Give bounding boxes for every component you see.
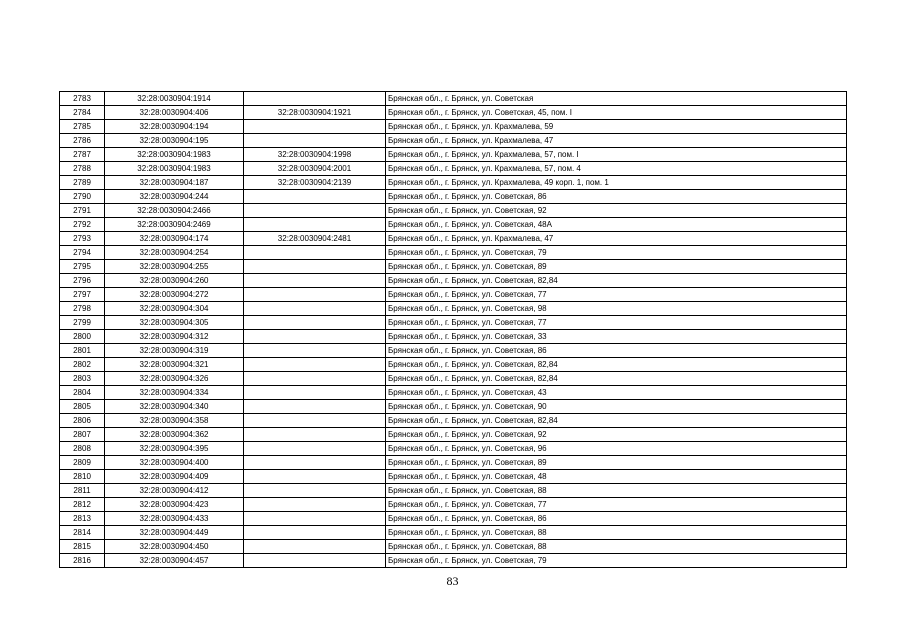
table-row	[60, 498, 847, 512]
linked-cadastral-number-cell	[244, 456, 386, 470]
row-number-cell: 2789	[60, 176, 105, 190]
table-row	[60, 344, 847, 358]
table-row	[60, 162, 847, 176]
cadastral-number-cell: 32:28:0030904:326	[105, 372, 244, 386]
row-number-cell: 2814	[60, 526, 105, 540]
table-row	[60, 246, 847, 260]
address-cell: Брянская обл., г. Брянск, ул. Советская	[386, 92, 847, 106]
cadastral-number-cell: 32:28:0030904:457	[105, 554, 244, 568]
row-number-cell: 2792	[60, 218, 105, 232]
address-cell: Брянская обл., г. Брянск, ул. Советская, 89	[386, 456, 847, 470]
table-row	[60, 218, 847, 232]
row-number-cell: 2801	[60, 344, 105, 358]
address-cell: Брянская обл., г. Брянск, ул. Советская, 43	[386, 386, 847, 400]
address-cell: Брянская обл., г. Брянск, ул. Советская, 92	[386, 204, 847, 218]
row-number-cell: 2795	[60, 260, 105, 274]
cadastral-number-cell: 32:28:0030904:1983	[105, 148, 244, 162]
table-row	[60, 288, 847, 302]
row-number-cell: 2784	[60, 106, 105, 120]
table-row	[60, 190, 847, 204]
cadastral-number-cell: 32:28:0030904:194	[105, 120, 244, 134]
address-cell: Брянская обл., г. Брянск, ул. Крахмалева, 47	[386, 232, 847, 246]
cadastral-number-cell: 32:28:0030904:319	[105, 344, 244, 358]
cadastral-number-cell: 32:28:0030904:321	[105, 358, 244, 372]
linked-cadastral-number-cell	[244, 512, 386, 526]
linked-cadastral-number-cell	[244, 274, 386, 288]
address-cell: Брянская обл., г. Брянск, ул. Советская, 48А	[386, 218, 847, 232]
cadastral-number-cell: 32:28:0030904:409	[105, 470, 244, 484]
address-cell: Брянская обл., г. Брянск, ул. Советская, 92	[386, 428, 847, 442]
cadastral-number-cell: 32:28:0030904:406	[105, 106, 244, 120]
table-row	[60, 302, 847, 316]
table-row	[60, 92, 847, 106]
cadastral-number-cell: 32:28:0030904:1983	[105, 162, 244, 176]
cadastral-number-cell: 32:28:0030904:187	[105, 176, 244, 190]
table-row	[60, 470, 847, 484]
row-number-cell: 2798	[60, 302, 105, 316]
register-body	[60, 92, 847, 568]
address-cell: Брянская обл., г. Брянск, ул. Советская, 79	[386, 554, 847, 568]
table-row	[60, 386, 847, 400]
linked-cadastral-number-cell	[244, 190, 386, 204]
table-row	[60, 330, 847, 344]
row-number-cell: 2810	[60, 470, 105, 484]
cadastral-number-cell: 32:28:0030904:358	[105, 414, 244, 428]
row-number-cell: 2813	[60, 512, 105, 526]
row-number-cell: 2806	[60, 414, 105, 428]
cadastral-number-cell: 32:28:0030904:254	[105, 246, 244, 260]
cadastral-number-cell: 32:28:0030904:450	[105, 540, 244, 554]
table-row	[60, 106, 847, 120]
cadastral-number-cell: 32:28:0030904:449	[105, 526, 244, 540]
address-cell: Брянская обл., г. Брянск, ул. Советская, 33	[386, 330, 847, 344]
cadastral-number-cell: 32:28:0030904:362	[105, 428, 244, 442]
table-row	[60, 526, 847, 540]
cadastral-number-cell: 32:28:0030904:244	[105, 190, 244, 204]
cadastral-number-cell: 32:28:0030904:2466	[105, 204, 244, 218]
address-cell: Брянская обл., г. Брянск, ул. Советская, 82,84	[386, 372, 847, 386]
cadastral-number-cell: 32:28:0030904:174	[105, 232, 244, 246]
linked-cadastral-number-cell	[244, 484, 386, 498]
linked-cadastral-number-cell: 32:28:0030904:2481	[244, 232, 386, 246]
address-cell: Брянская обл., г. Брянск, ул. Крахмалева, 47	[386, 134, 847, 148]
linked-cadastral-number-cell	[244, 288, 386, 302]
address-cell: Брянская обл., г. Брянск, ул. Советская, 88	[386, 526, 847, 540]
row-number-cell: 2815	[60, 540, 105, 554]
linked-cadastral-number-cell	[244, 260, 386, 274]
table-row	[60, 316, 847, 330]
table-row	[60, 204, 847, 218]
table-row	[60, 428, 847, 442]
address-cell: Брянская обл., г. Брянск, ул. Советская, 98	[386, 302, 847, 316]
table-row	[60, 260, 847, 274]
table-row	[60, 232, 847, 246]
row-number-cell: 2811	[60, 484, 105, 498]
address-cell: Брянская обл., г. Брянск, ул. Советская, 77	[386, 498, 847, 512]
cadastral-number-cell: 32:28:0030904:2469	[105, 218, 244, 232]
table-row	[60, 456, 847, 470]
address-cell: Брянская обл., г. Брянск, ул. Советская, 86	[386, 344, 847, 358]
address-cell: Брянская обл., г. Брянск, ул. Крахмалева, 57, пом. 4	[386, 162, 847, 176]
linked-cadastral-number-cell	[244, 246, 386, 260]
row-number-cell: 2803	[60, 372, 105, 386]
cadastral-number-cell: 32:28:0030904:260	[105, 274, 244, 288]
row-number-cell: 2787	[60, 148, 105, 162]
table-row	[60, 540, 847, 554]
linked-cadastral-number-cell	[244, 92, 386, 106]
address-cell: Брянская обл., г. Брянск, ул. Советская, 86	[386, 190, 847, 204]
cadastral-number-cell: 32:28:0030904:1914	[105, 92, 244, 106]
cadastral-register-table	[59, 91, 847, 568]
table-row	[60, 148, 847, 162]
row-number-cell: 2796	[60, 274, 105, 288]
address-cell: Брянская обл., г. Брянск, ул. Советская, 77	[386, 316, 847, 330]
linked-cadastral-number-cell	[244, 414, 386, 428]
table-row	[60, 414, 847, 428]
cadastral-number-cell: 32:28:0030904:412	[105, 484, 244, 498]
linked-cadastral-number-cell	[244, 540, 386, 554]
row-number-cell: 2793	[60, 232, 105, 246]
linked-cadastral-number-cell	[244, 400, 386, 414]
row-number-cell: 2807	[60, 428, 105, 442]
cadastral-number-cell: 32:28:0030904:255	[105, 260, 244, 274]
linked-cadastral-number-cell	[244, 316, 386, 330]
row-number-cell: 2786	[60, 134, 105, 148]
row-number-cell: 2799	[60, 316, 105, 330]
address-cell: Брянская обл., г. Брянск, ул. Советская, 77	[386, 288, 847, 302]
address-cell: Брянская обл., г. Брянск, ул. Советская, 82,84	[386, 358, 847, 372]
address-cell: Брянская обл., г. Брянск, ул. Советская, 82,84	[386, 414, 847, 428]
linked-cadastral-number-cell	[244, 554, 386, 568]
cadastral-number-cell: 32:28:0030904:423	[105, 498, 244, 512]
row-number-cell: 2790	[60, 190, 105, 204]
cadastral-number-cell: 32:28:0030904:395	[105, 442, 244, 456]
address-cell: Брянская обл., г. Брянск, ул. Крахмалева, 49 корп. 1, пом. 1	[386, 176, 847, 190]
address-cell: Брянская обл., г. Брянск, ул. Советская, 79	[386, 246, 847, 260]
row-number-cell: 2805	[60, 400, 105, 414]
address-cell: Брянская обл., г. Брянск, ул. Советская, 82,84	[386, 274, 847, 288]
linked-cadastral-number-cell	[244, 330, 386, 344]
row-number-cell: 2812	[60, 498, 105, 512]
table-row	[60, 512, 847, 526]
linked-cadastral-number-cell: 32:28:0030904:2001	[244, 162, 386, 176]
linked-cadastral-number-cell	[244, 120, 386, 134]
row-number-cell: 2791	[60, 204, 105, 218]
address-cell: Брянская обл., г. Брянск, ул. Советская, 89	[386, 260, 847, 274]
table-row	[60, 554, 847, 568]
row-number-cell: 2816	[60, 554, 105, 568]
address-cell: Брянская обл., г. Брянск, ул. Советская, 86	[386, 512, 847, 526]
row-number-cell: 2808	[60, 442, 105, 456]
table-row	[60, 176, 847, 190]
cadastral-number-cell: 32:28:0030904:195	[105, 134, 244, 148]
linked-cadastral-number-cell	[244, 204, 386, 218]
table-row	[60, 484, 847, 498]
cadastral-number-cell: 32:28:0030904:400	[105, 456, 244, 470]
row-number-cell: 2804	[60, 386, 105, 400]
linked-cadastral-number-cell	[244, 526, 386, 540]
linked-cadastral-number-cell	[244, 442, 386, 456]
linked-cadastral-number-cell	[244, 302, 386, 316]
cadastral-number-cell: 32:28:0030904:340	[105, 400, 244, 414]
table-row	[60, 134, 847, 148]
cadastral-number-cell: 32:28:0030904:305	[105, 316, 244, 330]
row-number-cell: 2802	[60, 358, 105, 372]
linked-cadastral-number-cell	[244, 358, 386, 372]
linked-cadastral-number-cell	[244, 386, 386, 400]
table-row	[60, 400, 847, 414]
linked-cadastral-number-cell: 32:28:0030904:1998	[244, 148, 386, 162]
address-cell: Брянская обл., г. Брянск, ул. Советская, 48	[386, 470, 847, 484]
cadastral-number-cell: 32:28:0030904:272	[105, 288, 244, 302]
address-cell: Брянская обл., г. Брянск, ул. Советская, 45, пом. I	[386, 106, 847, 120]
linked-cadastral-number-cell	[244, 428, 386, 442]
row-number-cell: 2809	[60, 456, 105, 470]
cadastral-number-cell: 32:28:0030904:334	[105, 386, 244, 400]
linked-cadastral-number-cell	[244, 372, 386, 386]
row-number-cell: 2785	[60, 120, 105, 134]
address-cell: Брянская обл., г. Брянск, ул. Советская, 88	[386, 540, 847, 554]
table-row	[60, 372, 847, 386]
address-cell: Брянская обл., г. Брянск, ул. Советская, 96	[386, 442, 847, 456]
table-row	[60, 274, 847, 288]
table-row	[60, 120, 847, 134]
row-number-cell: 2783	[60, 92, 105, 106]
linked-cadastral-number-cell	[244, 344, 386, 358]
linked-cadastral-number-cell: 32:28:0030904:1921	[244, 106, 386, 120]
row-number-cell: 2794	[60, 246, 105, 260]
cadastral-number-cell: 32:28:0030904:433	[105, 512, 244, 526]
table-row	[60, 358, 847, 372]
table-row	[60, 442, 847, 456]
linked-cadastral-number-cell	[244, 498, 386, 512]
cadastral-number-cell: 32:28:0030904:304	[105, 302, 244, 316]
row-number-cell: 2797	[60, 288, 105, 302]
linked-cadastral-number-cell	[244, 218, 386, 232]
address-cell: Брянская обл., г. Брянск, ул. Крахмалева, 59	[386, 120, 847, 134]
cadastral-number-cell: 32:28:0030904:312	[105, 330, 244, 344]
address-cell: Брянская обл., г. Брянск, ул. Советская, 90	[386, 400, 847, 414]
row-number-cell: 2788	[60, 162, 105, 176]
linked-cadastral-number-cell	[244, 470, 386, 484]
row-number-cell: 2800	[60, 330, 105, 344]
page-number: 83	[446, 574, 459, 588]
address-cell: Брянская обл., г. Брянск, ул. Советская, 88	[386, 484, 847, 498]
linked-cadastral-number-cell	[244, 134, 386, 148]
address-cell: Брянская обл., г. Брянск, ул. Крахмалева, 57, пом. I	[386, 148, 847, 162]
linked-cadastral-number-cell: 32:28:0030904:2139	[244, 176, 386, 190]
